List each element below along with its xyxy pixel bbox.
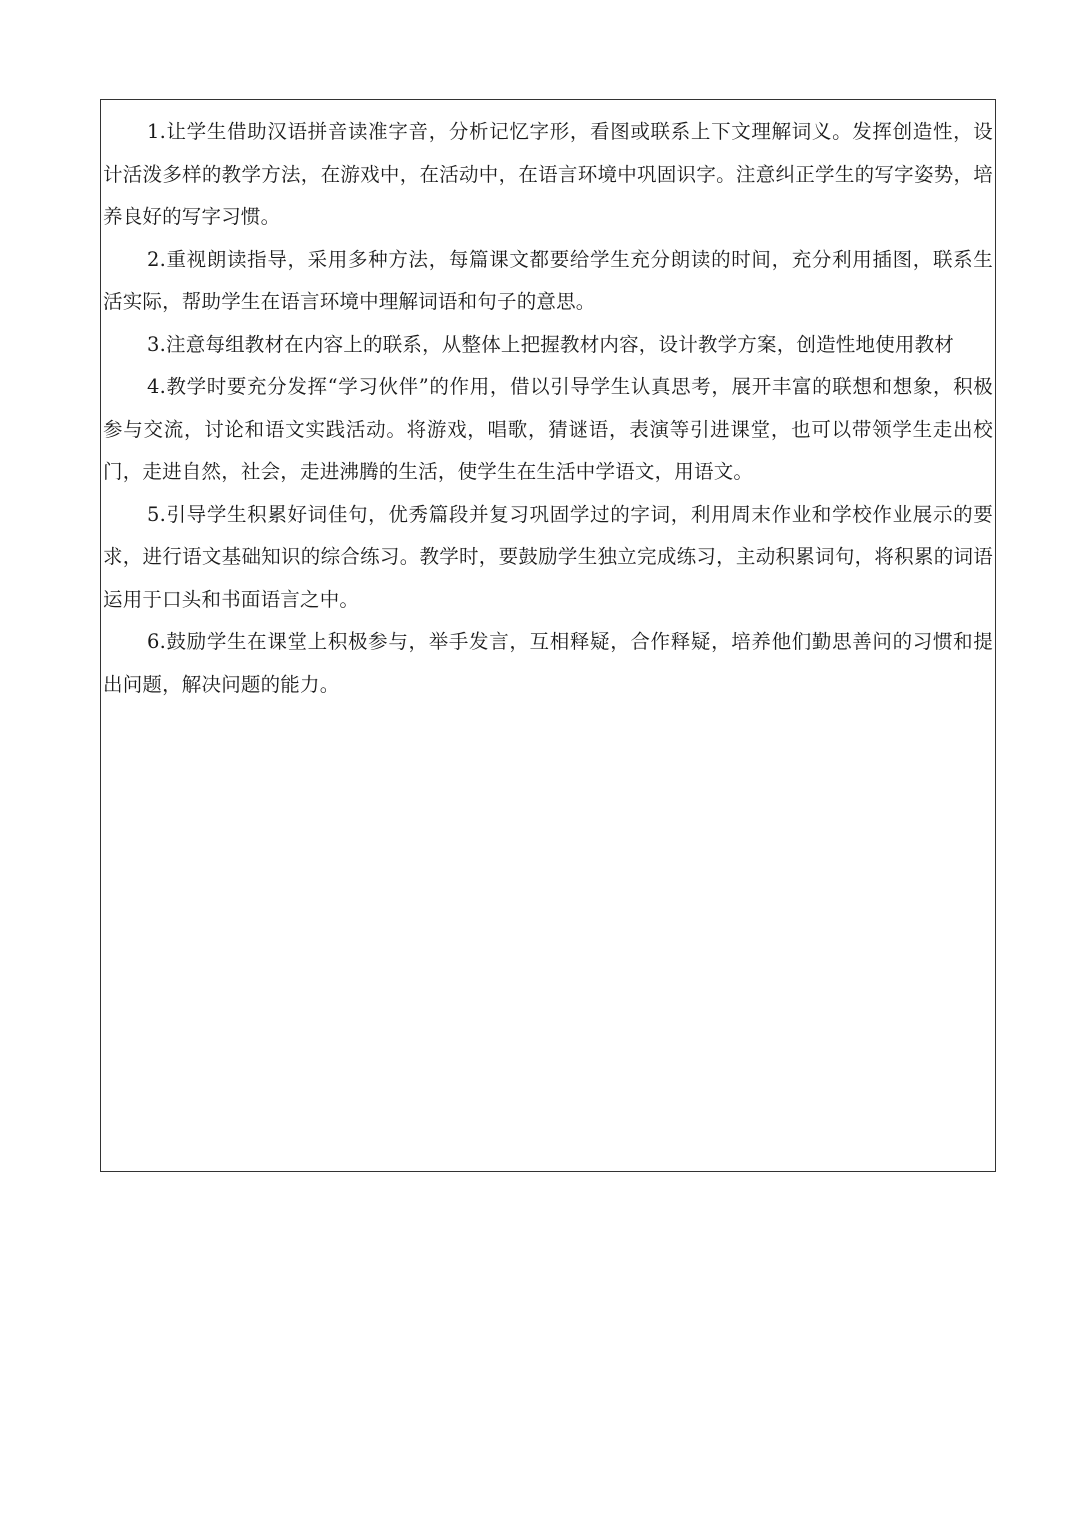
paragraph-6: 6.鼓励学生在课堂上积极参与，举手发言，互相释疑，合作释疑，培养他们勤思善问的习惯和提出问题，解决问题的能力。 xyxy=(103,630,993,696)
paragraph-5: 5.引导学生积累好词佳句，优秀篇段并复习巩固学过的字词，利用周末作业和学校作业展示的要求，进行语文基础知识的综合练习。教学时，要鼓励学生独立完成练习，主动积累词句，将积累的词语运用于口头和书面语言之中。 xyxy=(103,502,993,611)
document-table-cell xyxy=(100,99,996,1172)
paragraph-3: 3.注意每组教材在内容上的联系，从整体上把握教材内容，设计教学方案，创造性地使用教材 xyxy=(147,332,955,356)
paragraph-1: 1.让学生借助汉语拼音读准字音，分析记忆字形，看图或联系上下文理解词义。发挥创造性，设计活泼多样的教学方法，在游戏中，在活动中，在语言环境中巩固识字。注意纠正学生的写字姿势，培养良好的写字习惯。 xyxy=(103,120,993,228)
document-body xyxy=(103,111,993,706)
paragraph-2: 2.重视朗读指导，采用多种方法，每篇课文都要给学生充分朗读的时间，充分利用插图，联系生活实际，帮助学生在语言环境中理解词语和句子的意思。 xyxy=(103,247,993,313)
paragraph-4: 4.教学时要充分发挥“学习伙伴”的作用，借以引导学生认真思考，展开丰富的联想和想象，积极参与交流，讨论和语文实践活动。将游戏，唱歌，猜谜语，表演等引进课堂，也可以带领学生走出校门，走进自然，社会，走进沸腾的生活，使学生在生活中学语文，用语文。 xyxy=(103,375,993,483)
